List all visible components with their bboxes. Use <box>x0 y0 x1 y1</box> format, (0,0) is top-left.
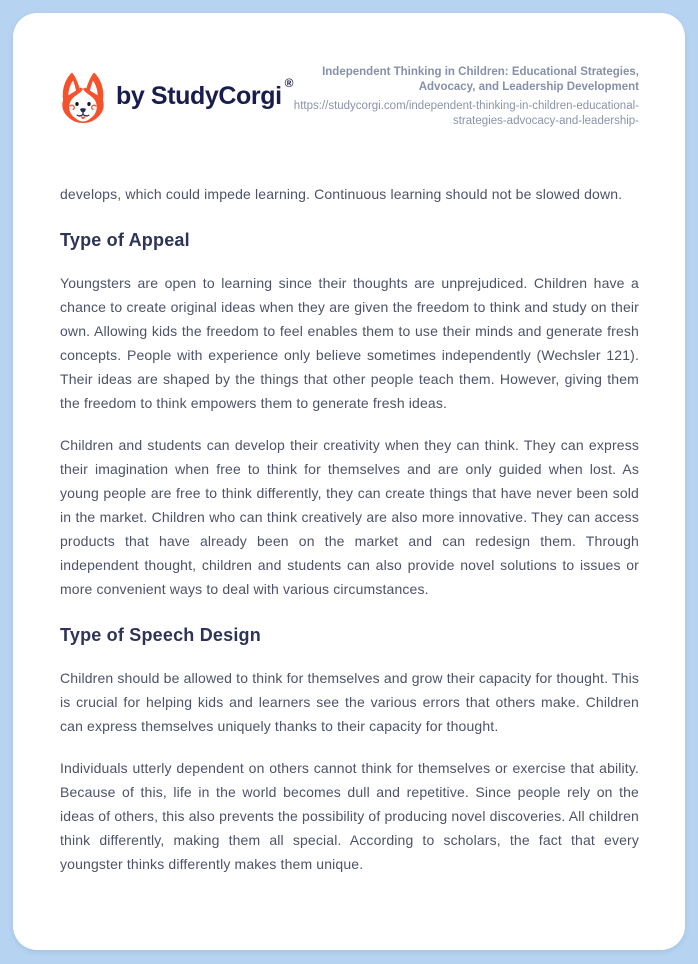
registered-trademark-icon: ® <box>284 75 294 90</box>
paragraph: Children should be allowed to think for themselves and grow their capacity for thought. This is crucial for helping kids and learners see the various errors that others make. Children can express themselves uniquely thanks to their capacity for thought. <box>60 670 639 734</box>
document-meta <box>293 65 639 128</box>
section-heading-type-of-appeal: Type of Appeal <box>60 230 190 250</box>
document-source-url[interactable]: https://studycorgi.com/independent-thinking-in-children-educational-strategies-advocacy-and-leadership- <box>293 100 639 127</box>
document-header <box>60 65 639 128</box>
studycorgi-brand <box>60 71 293 123</box>
document-card <box>13 13 685 950</box>
paragraph: Youngsters are open to learning since their thoughts are unprejudiced. Children have a chance to create original ideas when they are given the freedom to think and study on their own. Allowing kids the freedom to feel enables them to use their minds and generate fresh concepts. People with experience only believe sometimes independently (Wechsler 121). Their ideas are shaped by the things that other people teach them. However, giving them the freedom to think empowers them to generate fresh ideas. <box>60 275 639 411</box>
document-body <box>60 182 639 876</box>
document-title: Independent Thinking in Children: Educational Strategies, Advocacy, and Leadership Development <box>322 66 639 93</box>
brand-name: by StudyCorgi <box>116 82 282 110</box>
paragraph: Children and students can develop their creativity when they can think. They can express their imagination when free to think for themselves and are only guided when lost. As young people are free to think differently, they can create things that have never been sold in the market. Children who can think creatively are also more innovative. They can access products that have already been on the market and can redesign them. Through independent thought, children and students can also provide novel solutions to issues or more convenient ways to deal with various circumstances. <box>60 437 639 597</box>
paragraph: Individuals utterly dependent on others cannot think for themselves or exercise that ability. Because of this, life in the world becomes dull and repetitive. Since people rely on the ideas of others, this also prevents the possibility of producing novel discoveries. All children think differently, making them all special. According to scholars, the fact that every youngster thinks differently makes them unique. <box>60 760 639 872</box>
section-heading-type-of-speech-design: Type of Speech Design <box>60 625 261 645</box>
lead-paragraph: develops, which could impede learning. Continuous learning should not be slowed down. <box>60 186 623 202</box>
corgi-logo-icon <box>60 71 106 123</box>
